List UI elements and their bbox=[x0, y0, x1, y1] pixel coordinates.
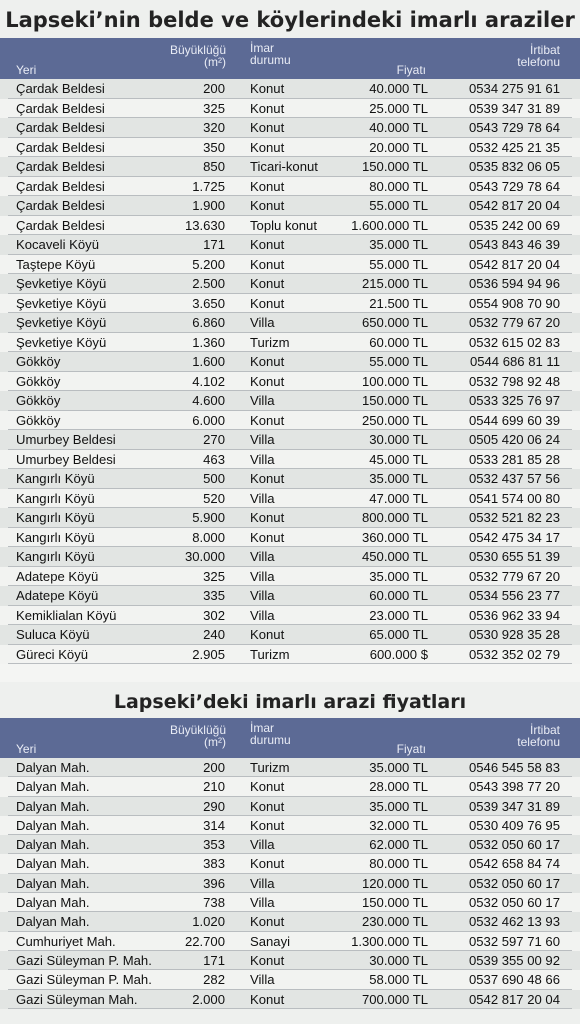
cell-irtibat-telefonu: 0532 462 13 93 bbox=[468, 914, 560, 930]
cell-yeri: Gökköy bbox=[16, 373, 61, 389]
cell-yeri: Gökköy bbox=[16, 412, 61, 428]
cell-buyuklugu: 200 bbox=[203, 81, 225, 96]
cell-fiyati: 35.000 TL bbox=[369, 568, 428, 584]
table-row bbox=[0, 372, 580, 392]
cell-imar-durumu: Villa bbox=[250, 875, 275, 891]
cell-fiyati: 120.000 TL bbox=[361, 875, 428, 891]
cell-yeri: Umurbey Beldesi bbox=[16, 451, 116, 467]
cell-fiyati: 55.000 TL bbox=[369, 256, 428, 272]
cell-irtibat-telefonu: 0530 655 51 39 bbox=[468, 549, 560, 564]
table-row bbox=[0, 333, 580, 353]
table-row bbox=[0, 625, 580, 645]
column-header-buyuklugu: Büyüklüğü (m²) bbox=[169, 723, 226, 749]
cell-irtibat-telefonu: 0532 050 60 17 bbox=[468, 837, 560, 853]
cell-yeri: Dalyan Mah. bbox=[16, 856, 90, 872]
cell-yeri: Adatepe Köyü bbox=[16, 588, 99, 603]
cell-imar-durumu: Konut bbox=[250, 914, 285, 930]
cell-irtibat-telefonu: 0532 352 02 79 bbox=[468, 646, 560, 662]
section1-table-body bbox=[0, 79, 580, 664]
table-row bbox=[0, 528, 580, 548]
cell-buyuklugu: 314 bbox=[203, 817, 225, 833]
cell-irtibat-telefonu: 0535 832 06 05 bbox=[468, 159, 560, 174]
cell-yeri: Dalyan Mah. bbox=[16, 779, 90, 795]
table-row bbox=[0, 970, 580, 989]
cell-imar-durumu: Turizm bbox=[250, 760, 290, 775]
cell-imar-durumu: Konut bbox=[250, 373, 285, 389]
cell-buyuklugu: 171 bbox=[203, 952, 225, 968]
cell-yeri: Çardak Beldesi bbox=[16, 159, 105, 174]
cell-imar-durumu: Konut bbox=[250, 627, 285, 642]
cell-irtibat-telefonu: 0546 545 58 83 bbox=[468, 760, 560, 775]
cell-buyuklugu: 463 bbox=[203, 451, 225, 467]
cell-yeri: Gökköy bbox=[16, 393, 61, 408]
cell-buyuklugu: 500 bbox=[203, 471, 225, 486]
cell-yeri: Cumhuriyet Mah. bbox=[16, 933, 116, 949]
table-row bbox=[0, 508, 580, 528]
cell-yeri: Kocaveli Köyü bbox=[16, 237, 99, 252]
table-row bbox=[0, 835, 580, 854]
table-row bbox=[0, 586, 580, 606]
cell-fiyati: 650.000 TL bbox=[361, 315, 428, 330]
table-row bbox=[0, 274, 580, 294]
column-header-yeri: Yeri bbox=[16, 63, 37, 77]
cell-imar-durumu: Konut bbox=[250, 81, 285, 96]
cell-buyuklugu: 383 bbox=[203, 856, 225, 872]
cell-buyuklugu: 22.700 bbox=[184, 933, 225, 949]
cell-yeri: Kangırlı Köyü bbox=[16, 510, 95, 525]
cell-irtibat-telefonu: 0544 686 81 11 bbox=[469, 354, 560, 369]
cell-yeri: Dalyan Mah. bbox=[16, 895, 90, 911]
cell-fiyati: 450.000 TL bbox=[361, 549, 428, 564]
cell-imar-durumu: Villa bbox=[250, 315, 275, 330]
cell-yeri: Çardak Beldesi bbox=[16, 139, 105, 155]
cell-fiyati: 45.000 TL bbox=[369, 451, 428, 467]
cell-yeri: Çardak Beldesi bbox=[16, 217, 105, 233]
section1-table-header bbox=[0, 38, 580, 79]
cell-buyuklugu: 282 bbox=[203, 972, 225, 988]
cell-irtibat-telefonu: 0543 398 77 20 bbox=[468, 779, 560, 795]
cell-buyuklugu: 1.600 bbox=[192, 354, 225, 369]
table-row bbox=[0, 411, 580, 431]
cell-fiyati: 60.000 TL bbox=[369, 588, 428, 603]
cell-irtibat-telefonu: 0543 729 78 64 bbox=[468, 120, 560, 135]
cell-imar-durumu: Villa bbox=[250, 490, 275, 506]
cell-imar-durumu: Villa bbox=[250, 588, 275, 603]
table-row bbox=[0, 777, 580, 796]
cell-buyuklugu: 396 bbox=[203, 875, 225, 891]
cell-irtibat-telefonu: 0554 908 70 90 bbox=[468, 295, 560, 311]
cell-irtibat-telefonu: 0532 050 60 17 bbox=[468, 895, 560, 911]
cell-imar-durumu: Villa bbox=[250, 568, 275, 584]
cell-fiyati: 35.000 TL bbox=[369, 798, 428, 814]
cell-yeri: Çardak Beldesi bbox=[16, 120, 105, 135]
cell-buyuklugu: 2.000 bbox=[192, 991, 225, 1007]
cell-imar-durumu: Konut bbox=[250, 354, 285, 369]
cell-imar-durumu: Konut bbox=[250, 412, 285, 428]
cell-irtibat-telefonu: 0544 699 60 39 bbox=[468, 412, 560, 428]
cell-fiyati: 55.000 TL bbox=[369, 354, 428, 369]
cell-imar-durumu: Konut bbox=[250, 237, 285, 252]
cell-fiyati: 35.000 TL bbox=[369, 760, 428, 775]
cell-fiyati: 150.000 TL bbox=[361, 393, 428, 408]
cell-buyuklugu: 6.860 bbox=[192, 315, 225, 330]
cell-irtibat-telefonu: 0532 437 57 56 bbox=[468, 471, 560, 486]
cell-yeri: Çardak Beldesi bbox=[16, 178, 105, 194]
cell-fiyati: 62.000 TL bbox=[369, 837, 428, 853]
cell-buyuklugu: 5.200 bbox=[192, 256, 225, 272]
cell-buyuklugu: 325 bbox=[203, 568, 225, 584]
cell-imar-durumu: Konut bbox=[250, 178, 285, 194]
cell-fiyati: 30.000 TL bbox=[369, 952, 428, 968]
table-row bbox=[0, 294, 580, 314]
cell-buyuklugu: 290 bbox=[203, 798, 225, 814]
cell-buyuklugu: 302 bbox=[203, 607, 225, 623]
cell-imar-durumu: Villa bbox=[250, 451, 275, 467]
cell-buyuklugu: 1.725 bbox=[192, 178, 225, 194]
section2-title: Lapseki’deki imarlı arazi fiyatları bbox=[113, 691, 467, 713]
column-header-buyuklugu: Büyüklüğü (m²) bbox=[169, 43, 226, 69]
cell-yeri: Şevketiye Köyü bbox=[16, 276, 107, 291]
cell-irtibat-telefonu: 0532 521 82 23 bbox=[468, 510, 560, 525]
cell-yeri: Çardak Beldesi bbox=[16, 198, 105, 213]
column-header-imar-durumu: İmar durumu bbox=[250, 41, 291, 67]
cell-buyuklugu: 1.020 bbox=[192, 914, 225, 930]
cell-imar-durumu: Konut bbox=[250, 510, 285, 525]
cell-yeri: Çardak Beldesi bbox=[16, 100, 105, 116]
cell-fiyati: 35.000 TL bbox=[369, 471, 428, 486]
cell-irtibat-telefonu: 0530 928 35 28 bbox=[468, 627, 560, 642]
cell-fiyati: 32.000 TL bbox=[369, 817, 428, 833]
cell-buyuklugu: 4.600 bbox=[192, 393, 225, 408]
cell-imar-durumu: Konut bbox=[250, 798, 285, 814]
cell-yeri: Suluca Köyü bbox=[16, 627, 90, 642]
cell-yeri: Umurbey Beldesi bbox=[16, 432, 116, 447]
table-row bbox=[0, 758, 580, 777]
cell-fiyati: 55.000 TL bbox=[369, 198, 428, 213]
cell-irtibat-telefonu: 0532 425 21 35 bbox=[468, 139, 560, 155]
cell-buyuklugu: 6.000 bbox=[192, 412, 225, 428]
cell-imar-durumu: Ticari-konut bbox=[250, 159, 318, 174]
table-row bbox=[0, 854, 580, 873]
table-row bbox=[0, 874, 580, 893]
table-row bbox=[0, 138, 580, 158]
cell-fiyati: 360.000 TL bbox=[361, 529, 428, 545]
cell-imar-durumu: Konut bbox=[250, 198, 285, 213]
table-row bbox=[0, 99, 580, 119]
cell-irtibat-telefonu: 0532 597 71 60 bbox=[468, 933, 560, 949]
cell-fiyati: 60.000 TL bbox=[369, 334, 428, 350]
cell-buyuklugu: 3.650 bbox=[192, 295, 225, 311]
cell-irtibat-telefonu: 0532 050 60 17 bbox=[468, 875, 560, 891]
section2-table-body bbox=[0, 758, 580, 1009]
cell-irtibat-telefonu: 0532 779 67 20 bbox=[468, 315, 560, 330]
cell-buyuklugu: 4.102 bbox=[192, 373, 225, 389]
cell-imar-durumu: Villa bbox=[250, 607, 275, 623]
cell-fiyati: 600.000 $ bbox=[369, 646, 428, 662]
cell-buyuklugu: 1.360 bbox=[192, 334, 225, 350]
cell-yeri: Dalyan Mah. bbox=[16, 875, 90, 891]
cell-irtibat-telefonu: 0532 779 67 20 bbox=[468, 568, 560, 584]
cell-yeri: Gazi Süleyman Mah. bbox=[16, 991, 138, 1007]
cell-imar-durumu: Toplu konut bbox=[250, 217, 317, 233]
cell-irtibat-telefonu: 0533 281 85 28 bbox=[468, 451, 560, 467]
table-row bbox=[0, 606, 580, 626]
cell-yeri: Gazi Süleyman P. Mah. bbox=[16, 952, 152, 968]
table-row bbox=[0, 469, 580, 489]
cell-yeri: Dalyan Mah. bbox=[16, 817, 90, 833]
cell-imar-durumu: Konut bbox=[250, 856, 285, 872]
cell-irtibat-telefonu: 0543 729 78 64 bbox=[468, 178, 560, 194]
cell-irtibat-telefonu: 0533 325 76 97 bbox=[468, 393, 560, 408]
cell-imar-durumu: Konut bbox=[250, 139, 285, 155]
cell-irtibat-telefonu: 0542 475 34 17 bbox=[468, 529, 560, 545]
cell-irtibat-telefonu: 0542 817 20 04 bbox=[468, 991, 560, 1007]
cell-imar-durumu: Konut bbox=[250, 100, 285, 116]
cell-yeri: Kangırlı Köyü bbox=[16, 549, 95, 564]
cell-imar-durumu: Turizm bbox=[250, 334, 290, 350]
table-row bbox=[0, 216, 580, 236]
cell-fiyati: 25.000 TL bbox=[369, 100, 428, 116]
section2-table-header bbox=[0, 718, 580, 758]
cell-irtibat-telefonu: 0542 817 20 04 bbox=[468, 256, 560, 272]
cell-yeri: Kangırlı Köyü bbox=[16, 471, 95, 486]
cell-imar-durumu: Villa bbox=[250, 393, 275, 408]
cell-yeri: Taştepe Köyü bbox=[16, 256, 96, 272]
cell-buyuklugu: 2.905 bbox=[192, 646, 225, 662]
cell-buyuklugu: 1.900 bbox=[192, 198, 225, 213]
column-header-irtibat-telefonu: İrtibat telefonu bbox=[517, 723, 560, 749]
cell-irtibat-telefonu: 0530 409 76 95 bbox=[468, 817, 560, 833]
table-row bbox=[0, 645, 580, 665]
cell-yeri: Şevketiye Köyü bbox=[16, 295, 107, 311]
cell-buyuklugu: 171 bbox=[203, 237, 225, 252]
cell-fiyati: 65.000 TL bbox=[369, 627, 428, 642]
cell-buyuklugu: 738 bbox=[203, 895, 225, 911]
cell-fiyati: 20.000 TL bbox=[369, 139, 428, 155]
cell-buyuklugu: 350 bbox=[203, 139, 225, 155]
cell-imar-durumu: Sanayi bbox=[250, 933, 291, 949]
cell-yeri: Dalyan Mah. bbox=[16, 837, 90, 853]
cell-imar-durumu: Konut bbox=[250, 817, 285, 833]
table-row bbox=[0, 893, 580, 912]
cell-irtibat-telefonu: 0539 347 31 89 bbox=[468, 100, 560, 116]
cell-fiyati: 150.000 TL bbox=[361, 159, 428, 174]
cell-imar-durumu: Turizm bbox=[250, 646, 290, 662]
cell-buyuklugu: 320 bbox=[203, 120, 225, 135]
cell-irtibat-telefonu: 0536 594 94 96 bbox=[468, 276, 560, 291]
cell-fiyati: 700.000 TL bbox=[361, 991, 428, 1007]
cell-fiyati: 40.000 TL bbox=[369, 120, 428, 135]
cell-fiyati: 35.000 TL bbox=[369, 237, 428, 252]
cell-imar-durumu: Villa bbox=[250, 972, 275, 988]
cell-irtibat-telefonu: 0542 658 84 74 bbox=[468, 856, 560, 872]
cell-fiyati: 80.000 TL bbox=[369, 178, 428, 194]
table-row bbox=[0, 932, 580, 951]
cell-yeri: Gazi Süleyman P. Mah. bbox=[16, 972, 152, 988]
cell-fiyati: 1.300.000 TL bbox=[351, 933, 428, 949]
cell-irtibat-telefonu: 0537 690 48 66 bbox=[468, 972, 560, 988]
cell-imar-durumu: Villa bbox=[250, 895, 275, 911]
cell-fiyati: 80.000 TL bbox=[369, 856, 428, 872]
table-row bbox=[0, 235, 580, 255]
cell-fiyati: 28.000 TL bbox=[369, 779, 428, 795]
cell-imar-durumu: Konut bbox=[250, 779, 285, 795]
column-header-fiyati: Fiyatı bbox=[396, 742, 426, 756]
table-row bbox=[0, 567, 580, 587]
cell-buyuklugu: 210 bbox=[203, 779, 225, 795]
cell-buyuklugu: 13.630 bbox=[184, 217, 225, 233]
cell-buyuklugu: 520 bbox=[203, 490, 225, 506]
cell-fiyati: 47.000 TL bbox=[369, 490, 428, 506]
column-header-yeri: Yeri bbox=[16, 742, 37, 756]
table-row bbox=[0, 255, 580, 275]
cell-imar-durumu: Konut bbox=[250, 120, 285, 135]
cell-buyuklugu: 2.500 bbox=[192, 276, 225, 291]
cell-imar-durumu: Villa bbox=[250, 837, 275, 853]
table-row bbox=[0, 489, 580, 509]
table-row bbox=[0, 450, 580, 470]
table-row bbox=[0, 157, 580, 177]
cell-irtibat-telefonu: 0532 615 02 83 bbox=[468, 334, 560, 350]
cell-imar-durumu: Konut bbox=[250, 952, 285, 968]
cell-irtibat-telefonu: 0532 798 92 48 bbox=[468, 373, 560, 389]
cell-yeri: Dalyan Mah. bbox=[16, 760, 90, 775]
cell-yeri: Şevketiye Köyü bbox=[16, 315, 107, 330]
cell-yeri: Adatepe Köyü bbox=[16, 568, 99, 584]
cell-irtibat-telefonu: 0541 574 00 80 bbox=[468, 490, 560, 506]
section1-title: Lapseki’nin belde ve köylerindeki imarlı araziler bbox=[5, 8, 575, 32]
table-row bbox=[0, 177, 580, 197]
cell-fiyati: 215.000 TL bbox=[361, 276, 428, 291]
table-row bbox=[0, 951, 580, 970]
cell-fiyati: 30.000 TL bbox=[369, 432, 428, 447]
table-row bbox=[0, 547, 580, 567]
cell-imar-durumu: Konut bbox=[250, 991, 285, 1007]
table-row bbox=[0, 797, 580, 816]
cell-yeri: Kangırlı Köyü bbox=[16, 490, 95, 506]
cell-yeri: Güreci Köyü bbox=[16, 646, 89, 662]
column-header-fiyati: Fiyatı bbox=[396, 63, 426, 77]
table-row bbox=[0, 118, 580, 138]
cell-buyuklugu: 353 bbox=[203, 837, 225, 853]
cell-fiyati: 23.000 TL bbox=[369, 607, 428, 623]
cell-yeri: Şevketiye Köyü bbox=[16, 334, 107, 350]
cell-irtibat-telefonu: 0505 420 06 24 bbox=[468, 432, 560, 447]
cell-imar-durumu: Konut bbox=[250, 276, 285, 291]
table-row bbox=[0, 313, 580, 333]
cell-fiyati: 1.600.000 TL bbox=[351, 217, 428, 233]
cell-fiyati: 100.000 TL bbox=[361, 373, 428, 389]
cell-irtibat-telefonu: 0539 347 31 89 bbox=[468, 798, 560, 814]
table-row bbox=[0, 430, 580, 450]
cell-yeri: Dalyan Mah. bbox=[16, 914, 90, 930]
section-divider bbox=[0, 664, 580, 682]
cell-irtibat-telefonu: 0534 556 23 77 bbox=[468, 588, 560, 603]
cell-irtibat-telefonu: 0539 355 00 92 bbox=[468, 952, 560, 968]
cell-buyuklugu: 325 bbox=[203, 100, 225, 116]
table-row bbox=[0, 912, 580, 931]
cell-buyuklugu: 335 bbox=[203, 588, 225, 603]
cell-buyuklugu: 8.000 bbox=[192, 529, 225, 545]
cell-imar-durumu: Villa bbox=[250, 432, 275, 447]
cell-yeri: Dalyan Mah. bbox=[16, 798, 90, 814]
cell-irtibat-telefonu: 0543 843 46 39 bbox=[468, 237, 560, 252]
cell-buyuklugu: 270 bbox=[203, 432, 225, 447]
cell-fiyati: 40.000 TL bbox=[369, 81, 428, 96]
column-header-irtibat-telefonu: İrtibat telefonu bbox=[517, 43, 560, 69]
cell-imar-durumu: Konut bbox=[250, 471, 285, 486]
cell-yeri: Kangırlı Köyü bbox=[16, 529, 95, 545]
cell-buyuklugu: 850 bbox=[203, 159, 225, 174]
cell-fiyati: 800.000 TL bbox=[361, 510, 428, 525]
cell-buyuklugu: 240 bbox=[203, 627, 225, 642]
table-row bbox=[0, 352, 580, 372]
cell-fiyati: 21.500 TL bbox=[369, 295, 428, 311]
cell-irtibat-telefonu: 0542 817 20 04 bbox=[468, 198, 560, 213]
cell-irtibat-telefonu: 0536 962 33 94 bbox=[468, 607, 560, 623]
cell-fiyati: 230.000 TL bbox=[361, 914, 428, 930]
table-row bbox=[0, 196, 580, 216]
cell-buyuklugu: 5.900 bbox=[192, 510, 225, 525]
cell-imar-durumu: Konut bbox=[250, 295, 285, 311]
cell-fiyati: 58.000 TL bbox=[369, 972, 428, 988]
cell-fiyati: 150.000 TL bbox=[361, 895, 428, 911]
cell-irtibat-telefonu: 0534 275 91 61 bbox=[468, 81, 560, 96]
cell-buyuklugu: 30.000 bbox=[184, 549, 225, 564]
column-header-imar-durumu: İmar durumu bbox=[250, 721, 291, 747]
cell-yeri: Çardak Beldesi bbox=[16, 81, 105, 96]
cell-yeri: Kemiklialan Köyü bbox=[16, 607, 117, 623]
cell-fiyati: 250.000 TL bbox=[361, 412, 428, 428]
table-row bbox=[0, 816, 580, 835]
table-row bbox=[0, 391, 580, 411]
cell-yeri: Gökköy bbox=[16, 354, 61, 369]
table-row bbox=[0, 990, 580, 1009]
cell-imar-durumu: Villa bbox=[250, 549, 275, 564]
table-row bbox=[0, 79, 580, 99]
cell-imar-durumu: Konut bbox=[250, 529, 285, 545]
cell-irtibat-telefonu: 0535 242 00 69 bbox=[468, 217, 560, 233]
cell-imar-durumu: Konut bbox=[250, 256, 285, 272]
cell-buyuklugu: 200 bbox=[203, 760, 225, 775]
